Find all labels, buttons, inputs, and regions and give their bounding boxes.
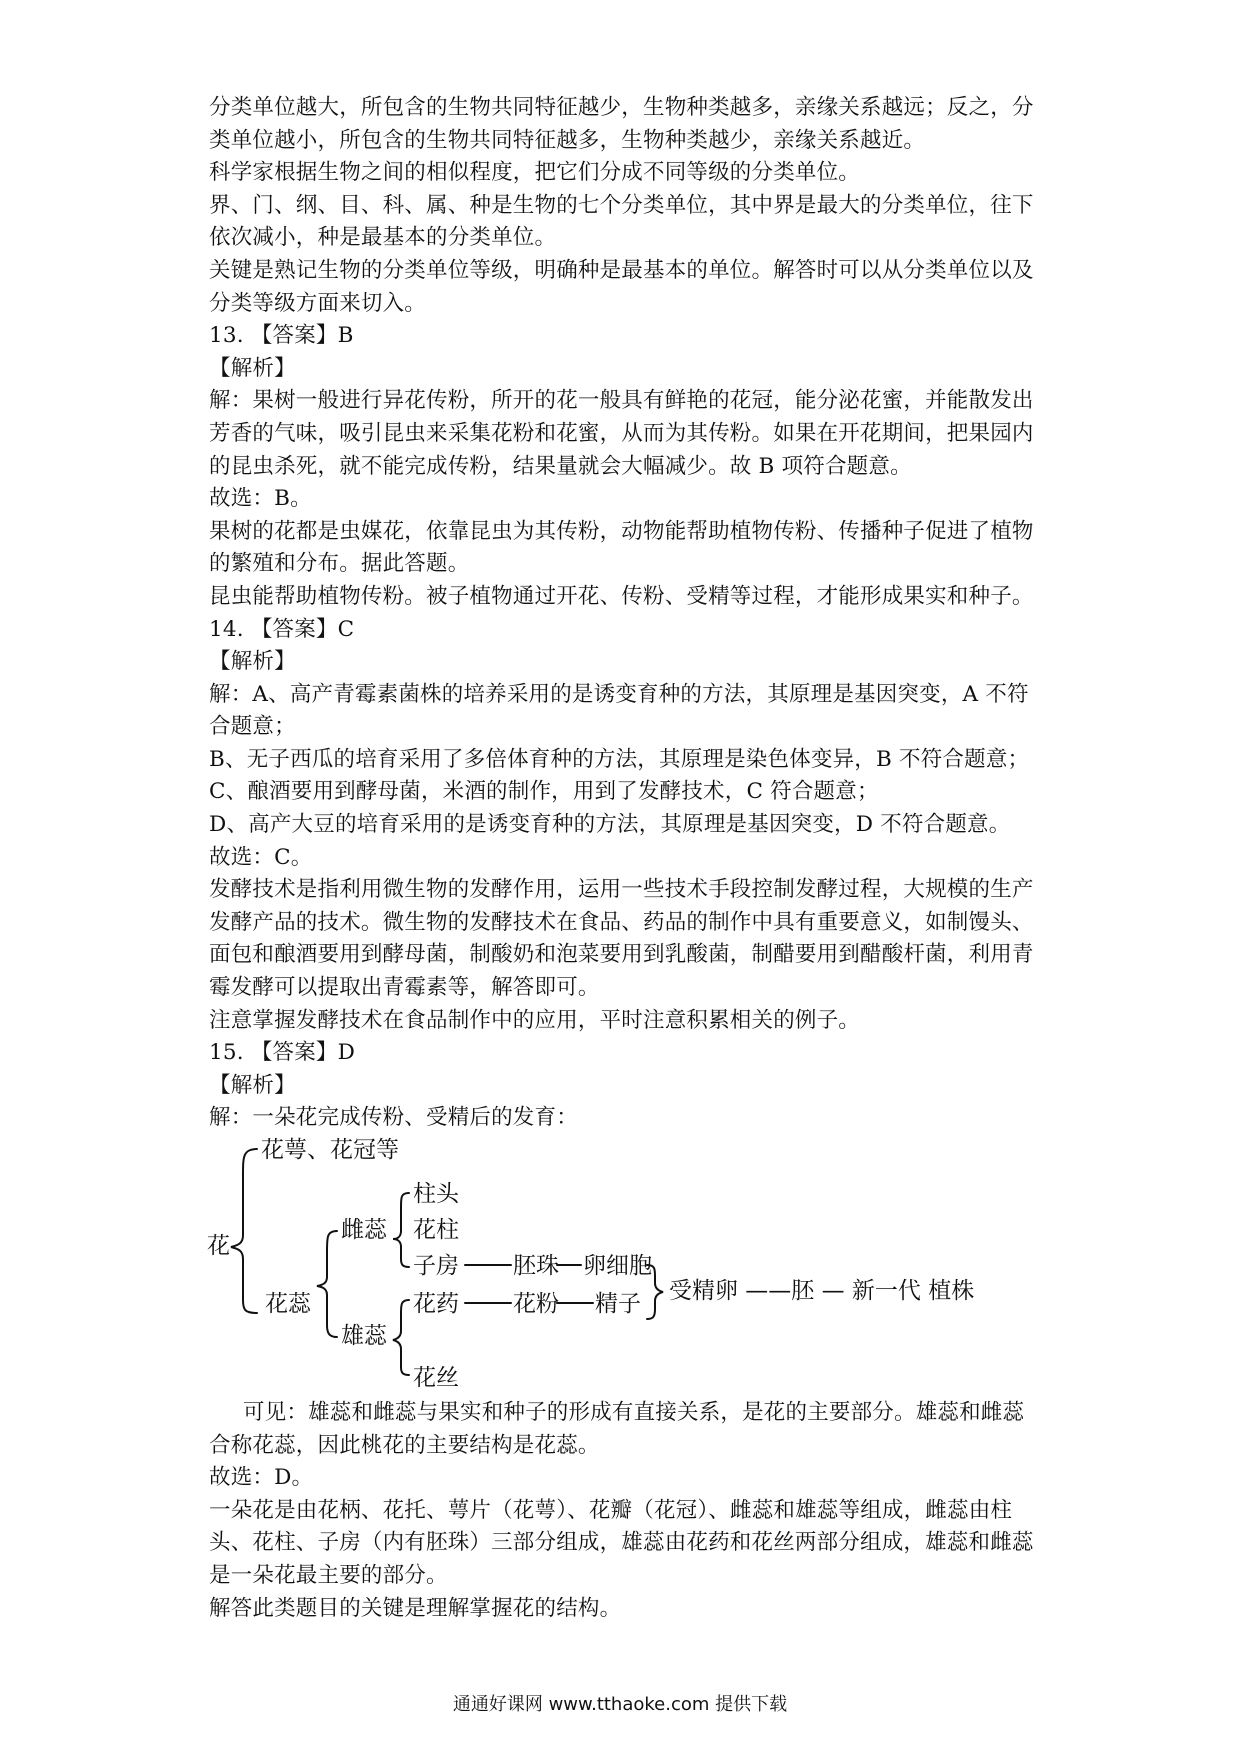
label-stamen: 雄蕊 [341,1323,387,1349]
text-line: 14. 【答案】C [209,616,355,642]
text-line: 科学家根据生物之间的相似程度，把它们分成不同等级的分类单位。 [209,160,861,186]
text-line: 故选：B。 [209,486,312,512]
label-pollen: 花粉 [513,1291,559,1317]
text-line: 解：果树一般进行异花传粉，所开的花一般具有鲜艳的花冠，能分泌花蜜，并能散发出 [209,388,1034,414]
text-line: 果树的花都是虫媒花，依靠昆虫为其传粉，动物能帮助植物传粉、传播种子促进了植物 [209,518,1034,544]
label-calyx-corolla: 花萼、花冠等 [261,1137,399,1163]
label-filament: 花丝 [413,1365,459,1391]
label-stigma: 柱头 [413,1181,459,1207]
text-line: 发酵技术是指利用微生物的发酵作用，运用一些技术手段控制发酵过程，大规模的生产 [209,877,1034,903]
text-line: 分类等级方面来切入。 [209,290,427,316]
text-line: 解答此类题目的关键是理解掌握花的结构。 [209,1595,622,1621]
text-line: B、无子西瓜的培育采用了多倍体育种的方法，其原理是染色体变异，B 不符合题意； [209,746,1030,772]
text-line: 发酵产品的技术。微生物的发酵技术在食品、药品的制作中具有重要意义，如制馒头、 [209,909,1034,935]
text-line: 依次减小，种是最基本的分类单位。 [209,225,557,251]
text-line: 分类单位越大，所包含的生物共同特征越少，生物种类越多，亲缘关系越远；反之，分 [209,95,1034,120]
text-line: 界、门、纲、目、科、属、种是生物的七个分类单位，其中界是最大的分类单位，往下 [209,192,1034,218]
text-line: 是一朵花最主要的部分。 [209,1562,448,1588]
label-pistil: 雌蕊 [341,1217,387,1243]
text-line: 的昆虫杀死，就不能完成传粉，结果量就会大幅减少。故 B 项符合题意。 [209,453,912,479]
text-line: 合题意； [209,714,296,740]
label-stamen-pistil: 花蕊 [265,1291,311,1317]
text-line: 芳香的气味，吸引昆虫来采集花粉和花蜜，从而为其传粉。如果在开花期间，把果园内 [209,420,1034,446]
content-column [209,92,1044,1625]
text-line: 面包和酿酒要用到酵母菌，制酸奶和泡菜要用到乳酸菌，制醋要用到醋酸杆菌，利用青 [209,942,1034,968]
text-line: 霉发酵可以提取出青霉素等，解答即可。 [209,975,600,1001]
text-line: 解：A、高产青霉素菌株的培养采用的是诱变育种的方法，其原理是基因突变，A 不符 [209,681,1029,707]
page-footer: 通通好课网 www.tthaoke.com 提供下载 [452,1694,788,1715]
text-line: 注意掌握发酵技术在食品制作中的应用，平时注意积累相关的例子。 [209,1007,861,1033]
text-block-top [209,92,1044,1135]
label-anther: 花药 [413,1291,459,1317]
text-line: 类单位越小，所包含的生物共同特征越多，生物种类越少，亲缘关系越近。 [209,127,926,153]
text-line: 13. 【答案】B [209,323,354,349]
label-ovary: 子房 [413,1253,459,1279]
label-sperm: 精子 [595,1291,641,1317]
text-line: 昆虫能帮助植物传粉。被子植物通过开花、传粉、受精等过程，才能形成果实和种子。 [209,583,1034,609]
text-line: 关键是熟记生物的分类单位等级，明确种是最基本的单位。解答时可以从分类单位以及 [209,257,1034,283]
label-flower: 花 [207,1233,230,1259]
text-line: 头、花柱、子房（内有胚珠）三部分组成，雄蕊由花药和花丝两部分组成，雄蕊和雌蕊 [209,1530,1034,1556]
text-line: C、酿酒要用到酵母菌，米酒的制作，用到了发酵技术，C 符合题意； [209,779,879,805]
label-egg-cell: 卵细胞 [583,1253,652,1279]
text-block-bottom [209,1397,1044,1625]
text-line: D、高产大豆的培育采用的是诱变育种的方法，其原理是基因突变，D 不符合题意。 [209,812,1011,838]
text-line: 一朵花是由花柄、花托、萼片（花萼）、花瓣（花冠）、雌蕊和雄蕊等组成，雌蕊由柱 [209,1497,1013,1523]
text-line: 的繁殖和分布。据此答题。 [209,551,470,577]
label-style: 花柱 [413,1217,459,1243]
text-line: 【解析】 [209,355,296,381]
text-line: 可见：雄蕊和雌蕊与果实和种子的形成有直接关系，是花的主要部分。雄蕊和雌蕊 [243,1400,1025,1425]
text-line: 故选：C。 [209,844,313,870]
text-line: 15. 【答案】D [209,1040,356,1066]
text-line: 合称花蕊，因此桃花的主要结构是花蕊。 [209,1432,600,1458]
text-line: 故选：D。 [209,1465,314,1491]
label-ovule: 胚珠 [513,1253,559,1279]
label-development-result: 受精卵 ——胚 — 新一代 植株 [669,1278,975,1304]
text-line: 【解析】 [209,649,296,675]
flower-structure-diagram [209,1135,1044,1397]
text-line: 解：一朵花完成传粉、受精后的发育： [209,1105,578,1131]
text-line: 【解析】 [209,1072,296,1098]
